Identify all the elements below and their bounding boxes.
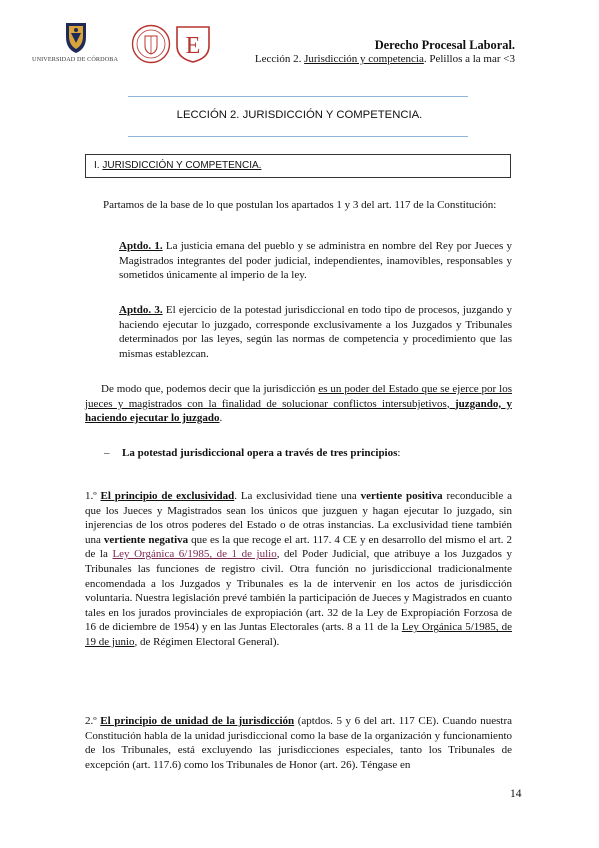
definition-lead: De modo que, podemos decir que la jurisdicción (101, 383, 319, 395)
link-lo-6-1985[interactable]: Ley Orgánica 6/1985, de 1 de julio (112, 548, 277, 561)
section-heading-box (85, 154, 511, 178)
quote-1-text: La justicia emana del pueblo y se administra en nombre del Rey por Jueces y Magistrados integrantes del poder judicial, independientes, inamovibles, responsables y sometidos únicamente al imperio de la ley. (119, 240, 513, 282)
principle-2-text: (aptdos. 5 y 6 del art. 117 CE). Cuando nuestra Constitución habla de la unidad jurisdiccional como la base de la organización y funcionamiento de los Tribunales, está excluyendo las jurisdicciones especiales, tanto los Tribunales de excepción (art. 117.6) como los Tribunales de Honor (art. 26). Téngase en (85, 715, 512, 771)
principle-1-text-e: , de Régimen Electoral General). (134, 635, 280, 648)
intro-paragraph: Partamos de la base de lo que postulan los apartados 1 y 3 del art. 117 de la Constitución: (103, 199, 497, 211)
quote-2-label: Aptdo. 3. (119, 304, 163, 316)
title-rule-bottom (128, 136, 468, 137)
course-title: Derecho Procesal Laboral. (374, 38, 515, 52)
section-number: I. (94, 160, 103, 171)
bullet-dash: – (104, 447, 110, 459)
page-number: 14 (510, 788, 522, 800)
principle-1-number: 1.º (85, 490, 101, 502)
definition-bold: juzgando, y haciendo ejecutar lo juzgado (85, 397, 512, 425)
quote-1-label: Aptdo. 1. (119, 240, 163, 252)
section-heading-text: JURISDICCIÓN Y COMPETENCIA. (102, 160, 262, 171)
lesson-subtitle (255, 53, 515, 65)
bullet-end: : (397, 447, 401, 459)
lesson-topic: Jurisdicción y competencia (304, 53, 424, 65)
title-rule-top (128, 96, 468, 97)
section-heading (94, 160, 261, 171)
principle-1-text-c: que es la que recoge el art. 117. 4 CE y en desarrollo del mismo el art. 2 de la (85, 533, 512, 561)
definition-end: . (219, 412, 223, 425)
principle-2-number: 2.º (85, 715, 101, 727)
lesson-suffix: . Pelillos a la mar <3 (423, 53, 515, 65)
quote-aptdo-1 (119, 239, 512, 283)
lesson-title: LECCIÓN 2. JURISDICCIÓN Y COMPETENCIA. (176, 109, 423, 121)
faculty-e-logo-icon (174, 24, 212, 64)
quote-2-text: El ejercicio de la potestad jurisdiccional en todo tipo de procesos, juzgando y haciendo ejecutar lo juzgado, corresponde exclusivamente a los Juzgados y Tribunales determinados por las leyes, según las normas de competencia y procedimiento que las mismas establezcan. (119, 304, 512, 360)
principle-1-text-b: reconducible a que los Jueces y Magistrados sean los únicos que juzguen y hagan ejecutar lo juzgado, sin injerencias de los otros poderes del Estado o de otras instancias. La exclusividad tiene también una (85, 490, 513, 546)
lesson-prefix: Lección 2. (254, 53, 305, 65)
seal-letter: E (185, 33, 201, 59)
definition-underlined: es un poder del Estado que se ejerce por los jueces y magistrados con la finalidad de solucionar conflictos intersubjetivos, (85, 383, 512, 410)
principles-bullet (104, 447, 400, 459)
definition-paragraph (85, 382, 512, 426)
principle-1-heading: El principio de exclusividad (100, 490, 235, 502)
principle-2-heading: El principio de unidad de la jurisdicción (100, 715, 295, 727)
quote-aptdo-3 (119, 303, 512, 361)
link-lo-5-1985[interactable]: Ley Orgánica 5/1985, de 19 de junio (85, 621, 512, 648)
principle-1-text-d: , del Poder Judicial, que atribuye a los Juzgados y Tribunales las funciones de registro civil. Otra función no jurisdiccional tradicionalmente encomendada a los Juzgados y Tribunales es la de intervenir en los actos de jurisdicción voluntaria. Nuestra legislación prevé también la participación de Jueces y Magistrados en cuanto tales en los jurados provinciales de expropiación (art. 32 de la Ley de Expropiación Forzosa de 16 de diciembre de 1954) y en las Juntas Electorales (arts. 8 a 11 de la (85, 548, 512, 634)
vertiente-negativa: vertiente negativa (103, 533, 189, 546)
bullet-text: La potestad jurisdiccional opera a través de tres principios (122, 447, 398, 459)
faculty-seal-icon (131, 24, 171, 64)
university-name: UNIVERSIDAD DE CÓRDOBA (32, 56, 119, 63)
principle-2-paragraph (85, 714, 512, 772)
principle-1-text-a: . La exclusividad tiene una (234, 490, 361, 502)
vertiente-positiva: vertiente positiva (360, 490, 443, 502)
principle-1-paragraph (85, 489, 512, 650)
